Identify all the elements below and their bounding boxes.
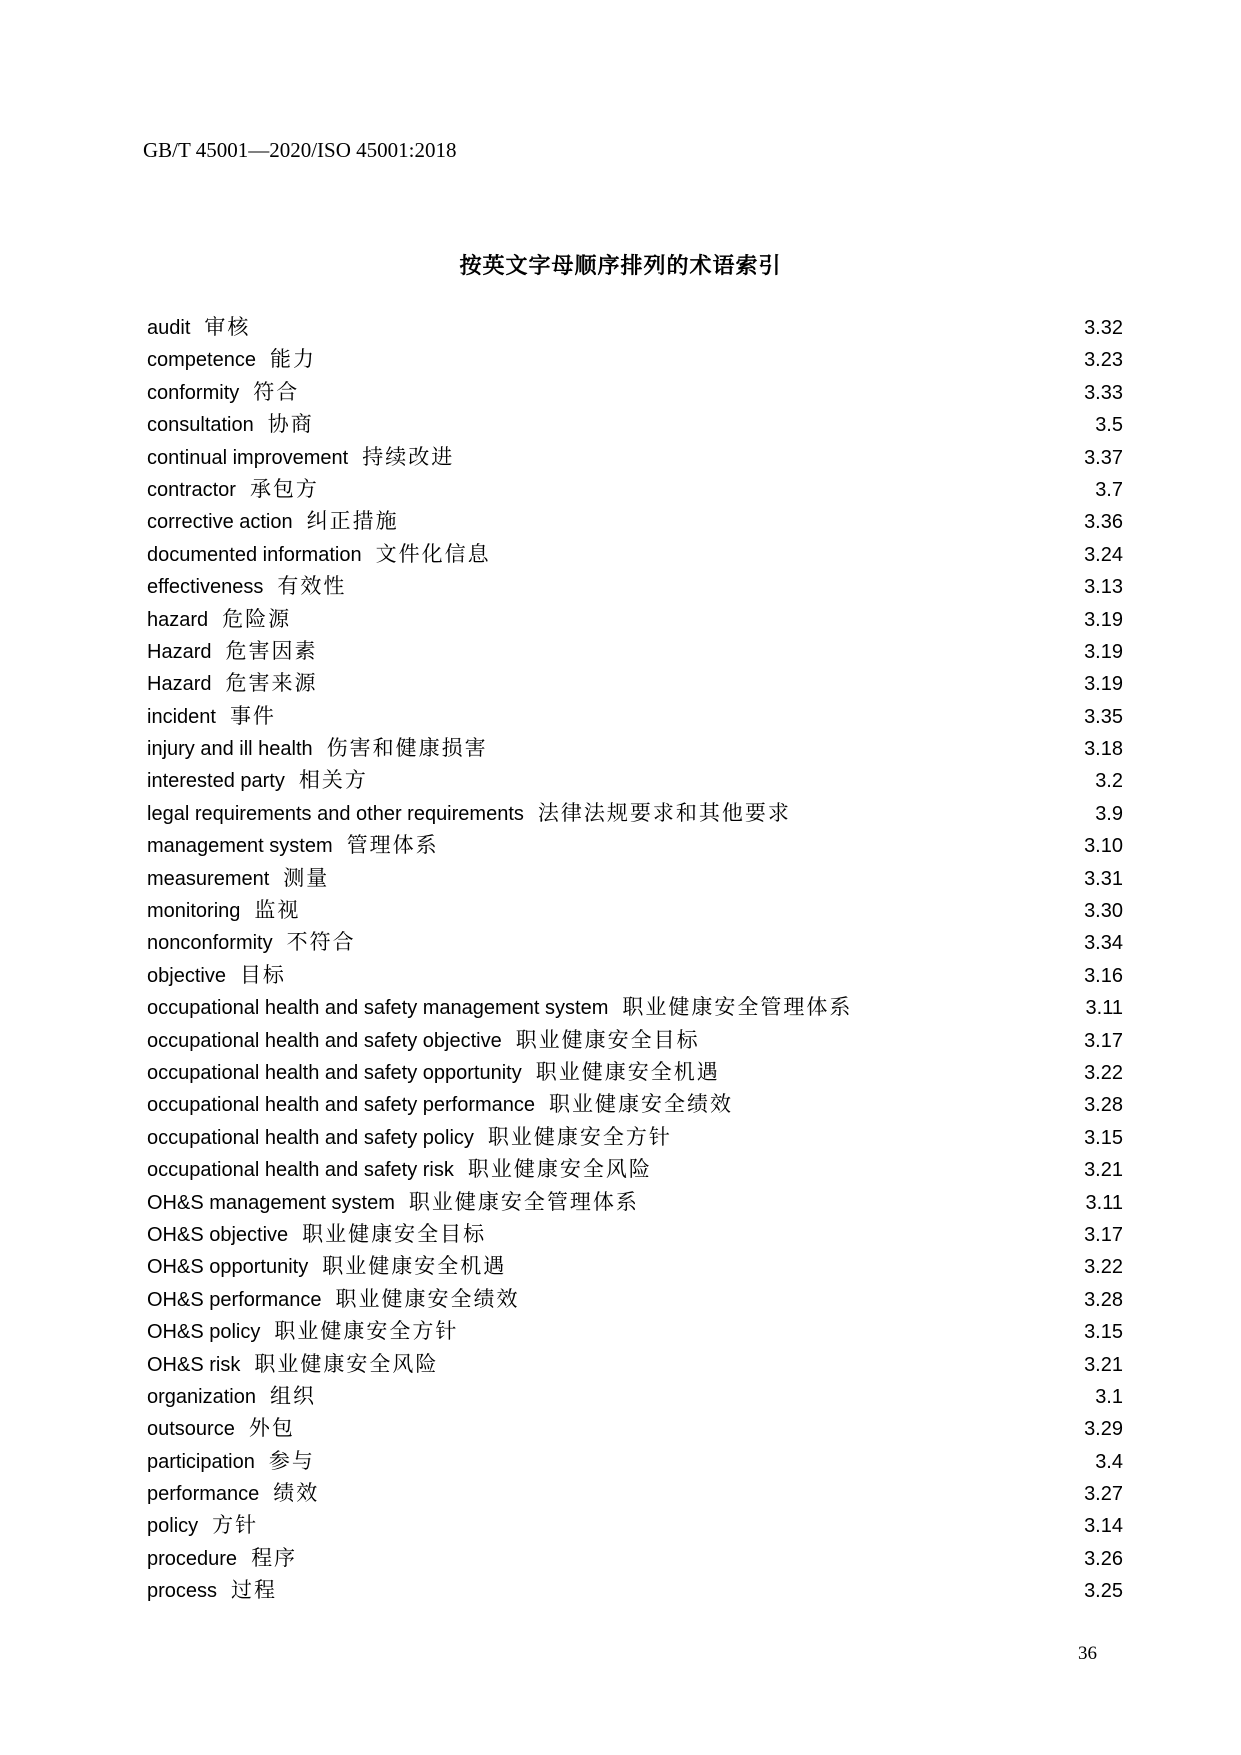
term-english: OH&S objective [147, 1223, 289, 1246]
term [147, 441, 454, 476]
term-chinese: 能力 [269, 347, 316, 372]
term-chinese: 职业健康安全风险 [467, 1157, 652, 1182]
term-english: Hazard [147, 640, 212, 663]
section-ref: 3.33 [1084, 381, 1123, 404]
term-chinese: 文件化信息 [375, 541, 491, 566]
section-ref: 3.4 [1095, 1450, 1123, 1473]
term-english: policy [147, 1515, 199, 1538]
section-ref: 3.18 [1084, 738, 1123, 761]
section-ref: 3.24 [1084, 543, 1123, 566]
term [147, 408, 314, 443]
section-ref: 3.34 [1084, 932, 1123, 955]
section-ref: 3.19 [1084, 608, 1123, 631]
section-ref: 3.15 [1084, 1126, 1123, 1149]
term-chinese: 职业健康安全方针 [274, 1319, 459, 1344]
section-ref: 3.22 [1084, 1061, 1123, 1084]
term [147, 829, 439, 864]
index-entry [147, 635, 1123, 667]
term-english: participation [147, 1450, 255, 1473]
term-english: consultation [147, 414, 254, 437]
term-chinese: 承包方 [249, 476, 319, 501]
term [147, 991, 852, 1026]
term-chinese: 组织 [269, 1383, 316, 1408]
term [147, 1412, 295, 1447]
term [147, 1509, 258, 1544]
section-ref: 3.15 [1084, 1321, 1123, 1344]
section-ref: 3.16 [1084, 964, 1123, 987]
section-ref: 3.11 [1085, 1191, 1123, 1214]
index-entry [147, 1574, 1123, 1606]
term-index-list [147, 311, 1123, 1607]
index-entry [147, 926, 1123, 958]
section-ref: 3.29 [1084, 1418, 1123, 1441]
index-entry [147, 473, 1123, 505]
term-chinese: 职业健康安全绩效 [549, 1092, 734, 1117]
index-entry [147, 505, 1123, 537]
term-english: documented information [147, 543, 362, 566]
term-chinese: 职业健康安全风险 [254, 1351, 439, 1376]
section-ref: 3.2 [1095, 770, 1123, 793]
term-chinese: 符合 [253, 379, 300, 404]
index-entry [147, 1153, 1123, 1185]
term-english: occupational health and safety performance [147, 1094, 536, 1117]
index-entry [147, 1542, 1123, 1574]
term-chinese: 监视 [254, 898, 301, 923]
term-english: occupational health and safety policy [147, 1126, 474, 1149]
section-ref: 3.37 [1084, 446, 1123, 469]
term [147, 1056, 720, 1091]
index-entry [147, 959, 1123, 991]
section-ref: 3.32 [1084, 317, 1123, 339]
section-ref: 3.19 [1084, 673, 1123, 696]
section-ref: 3.21 [1084, 1159, 1123, 1182]
term [147, 732, 488, 767]
index-entry [147, 376, 1123, 408]
term-english: injury and ill health [147, 738, 313, 761]
index-entry [147, 1412, 1123, 1444]
index-entry [147, 408, 1123, 440]
section-ref: 3.23 [1084, 349, 1123, 372]
term-chinese: 不符合 [286, 930, 356, 955]
index-entry [147, 667, 1123, 699]
term-chinese: 外包 [248, 1416, 295, 1441]
section-ref: 3.30 [1084, 900, 1123, 923]
term-english: objective [147, 964, 226, 987]
term-chinese: 伤害和健康损害 [326, 736, 488, 761]
term-chinese: 职业健康安全方针 [487, 1124, 672, 1149]
term [147, 959, 286, 994]
term-chinese: 危害因素 [225, 638, 318, 663]
section-ref: 3.13 [1084, 576, 1123, 599]
section-ref: 3.26 [1084, 1547, 1123, 1570]
term [147, 1542, 297, 1577]
term-chinese: 危险源 [222, 606, 292, 631]
index-entry [147, 603, 1123, 635]
term [147, 1250, 506, 1285]
term-chinese: 过程 [231, 1578, 278, 1603]
index-entry [147, 1477, 1123, 1509]
index-entry [147, 441, 1123, 473]
index-entry [147, 538, 1123, 570]
term-chinese: 职业健康安全管理体系 [622, 995, 853, 1020]
index-entry [147, 311, 1123, 343]
index-entry [147, 1509, 1123, 1541]
term [147, 1283, 520, 1318]
term-chinese: 法律法规要求和其他要求 [537, 800, 791, 825]
term-chinese: 危害来源 [225, 671, 318, 696]
term-chinese: 职业健康安全绩效 [335, 1286, 520, 1311]
section-ref: 3.19 [1084, 640, 1123, 663]
index-entry [147, 1380, 1123, 1412]
index-entry [147, 732, 1123, 764]
term [147, 894, 300, 929]
term-english: occupational health and safety risk [147, 1159, 454, 1182]
term [147, 538, 491, 573]
term [147, 1315, 458, 1350]
term-english: occupational health and safety management system [147, 997, 609, 1020]
index-entry [147, 797, 1123, 829]
term [147, 1574, 277, 1609]
term-chinese: 参与 [268, 1448, 315, 1473]
index-entry [147, 570, 1123, 602]
term-english: OH&S risk [147, 1353, 241, 1376]
index-entry [147, 1056, 1123, 1088]
term [147, 1121, 672, 1156]
term [147, 764, 368, 799]
term-english: conformity [147, 381, 240, 404]
term-chinese: 方针 [212, 1513, 259, 1538]
term [147, 797, 791, 832]
section-ref: 3.11 [1085, 997, 1123, 1020]
term [147, 603, 291, 638]
term-english: contractor [147, 478, 236, 501]
section-ref: 3.9 [1095, 802, 1123, 825]
term-english: continual improvement [147, 446, 349, 469]
term [147, 926, 356, 961]
term-english: monitoring [147, 900, 241, 923]
term [147, 635, 317, 670]
section-ref: 3.28 [1084, 1094, 1123, 1117]
term-english: incident [147, 705, 216, 728]
term [147, 1445, 315, 1480]
index-entry [147, 764, 1123, 796]
term-english: outsource [147, 1418, 235, 1441]
section-ref: 3.35 [1084, 705, 1123, 728]
section-ref: 3.31 [1084, 867, 1123, 890]
term-chinese: 纠正措施 [306, 509, 399, 534]
term-english: process [147, 1580, 218, 1603]
term-english: legal requirements and other requirements [147, 802, 524, 825]
index-entry [147, 1186, 1123, 1218]
index-entry [147, 700, 1123, 732]
term-english: occupational health and safety objective [147, 1029, 502, 1052]
term-english: interested party [147, 770, 285, 793]
section-ref: 3.14 [1084, 1515, 1123, 1538]
section-ref: 3.17 [1084, 1029, 1123, 1052]
term-english: OH&S management system [147, 1191, 395, 1214]
page-number: 36 [1078, 1643, 1097, 1664]
index-entry [147, 1088, 1123, 1120]
section-ref: 3.1 [1095, 1385, 1123, 1408]
term-chinese: 职业健康安全机遇 [535, 1059, 720, 1084]
term-english: effectiveness [147, 576, 264, 599]
term [147, 1186, 639, 1221]
index-entry [147, 1315, 1123, 1347]
term-chinese: 测量 [283, 865, 330, 890]
term [147, 505, 399, 540]
index-entry [147, 1121, 1123, 1153]
term-english: organization [147, 1385, 256, 1408]
term [147, 1024, 700, 1059]
index-entry [147, 1348, 1123, 1380]
section-ref: 3.25 [1084, 1580, 1123, 1603]
term-english: corrective action [147, 511, 293, 534]
section-ref: 3.7 [1095, 478, 1123, 501]
term-chinese: 持续改进 [362, 444, 455, 469]
term-chinese: 目标 [239, 962, 286, 987]
term-english: audit [147, 317, 191, 339]
page-title: 按英文字母顺序排列的术语索引 [459, 253, 782, 278]
term [147, 1348, 438, 1383]
section-ref: 3.27 [1084, 1483, 1123, 1506]
term-chinese: 职业健康安全机遇 [322, 1254, 507, 1279]
term-english: OH&S policy [147, 1321, 261, 1344]
section-ref: 3.28 [1084, 1288, 1123, 1311]
index-entry [147, 829, 1123, 861]
term-chinese: 协商 [267, 412, 314, 437]
index-entry [147, 1445, 1123, 1477]
term-english: performance [147, 1483, 260, 1506]
term [147, 570, 346, 605]
term-english: occupational health and safety opportunity [147, 1061, 522, 1084]
term-chinese: 管理体系 [346, 833, 439, 858]
term-chinese: 程序 [251, 1545, 298, 1570]
index-entry [147, 1024, 1123, 1056]
term [147, 1153, 652, 1188]
term [147, 1218, 486, 1253]
index-entry [147, 894, 1123, 926]
index-entry [147, 1218, 1123, 1250]
index-entry [147, 1250, 1123, 1282]
term-chinese: 有效性 [277, 574, 347, 599]
term-english: hazard [147, 608, 209, 631]
term [147, 667, 317, 702]
term-english: OH&S performance [147, 1288, 322, 1311]
section-ref: 3.5 [1095, 414, 1123, 437]
term-chinese: 职业健康安全目标 [515, 1027, 700, 1052]
term-english: nonconformity [147, 932, 273, 955]
term-chinese: 职业健康安全目标 [302, 1221, 487, 1246]
term-chinese: 相关方 [298, 768, 368, 793]
term-english: competence [147, 349, 256, 372]
section-ref: 3.21 [1084, 1353, 1123, 1376]
term [147, 343, 316, 378]
term-english: measurement [147, 867, 270, 890]
term [147, 376, 299, 411]
document-header: GB/T 45001—2020/ISO 45001:2018 [143, 138, 457, 162]
term [147, 1477, 319, 1512]
term [147, 311, 250, 346]
term-chinese: 绩效 [273, 1481, 320, 1506]
term [147, 1088, 733, 1123]
term-chinese: 事件 [229, 703, 276, 728]
term-chinese: 审核 [204, 315, 251, 339]
term-english: Hazard [147, 673, 212, 696]
section-ref: 3.22 [1084, 1256, 1123, 1279]
term [147, 473, 319, 508]
term-english: OH&S opportunity [147, 1256, 309, 1279]
term [147, 862, 329, 897]
index-entry [147, 862, 1123, 894]
index-entry [147, 1283, 1123, 1315]
section-ref: 3.36 [1084, 511, 1123, 534]
index-entry [147, 991, 1123, 1023]
index-entry [147, 343, 1123, 375]
term [147, 700, 276, 735]
term [147, 1380, 316, 1415]
term-chinese: 职业健康安全管理体系 [408, 1189, 639, 1214]
section-ref: 3.10 [1084, 835, 1123, 858]
term-english: procedure [147, 1547, 238, 1570]
section-ref: 3.17 [1084, 1223, 1123, 1246]
term-english: management system [147, 835, 333, 858]
